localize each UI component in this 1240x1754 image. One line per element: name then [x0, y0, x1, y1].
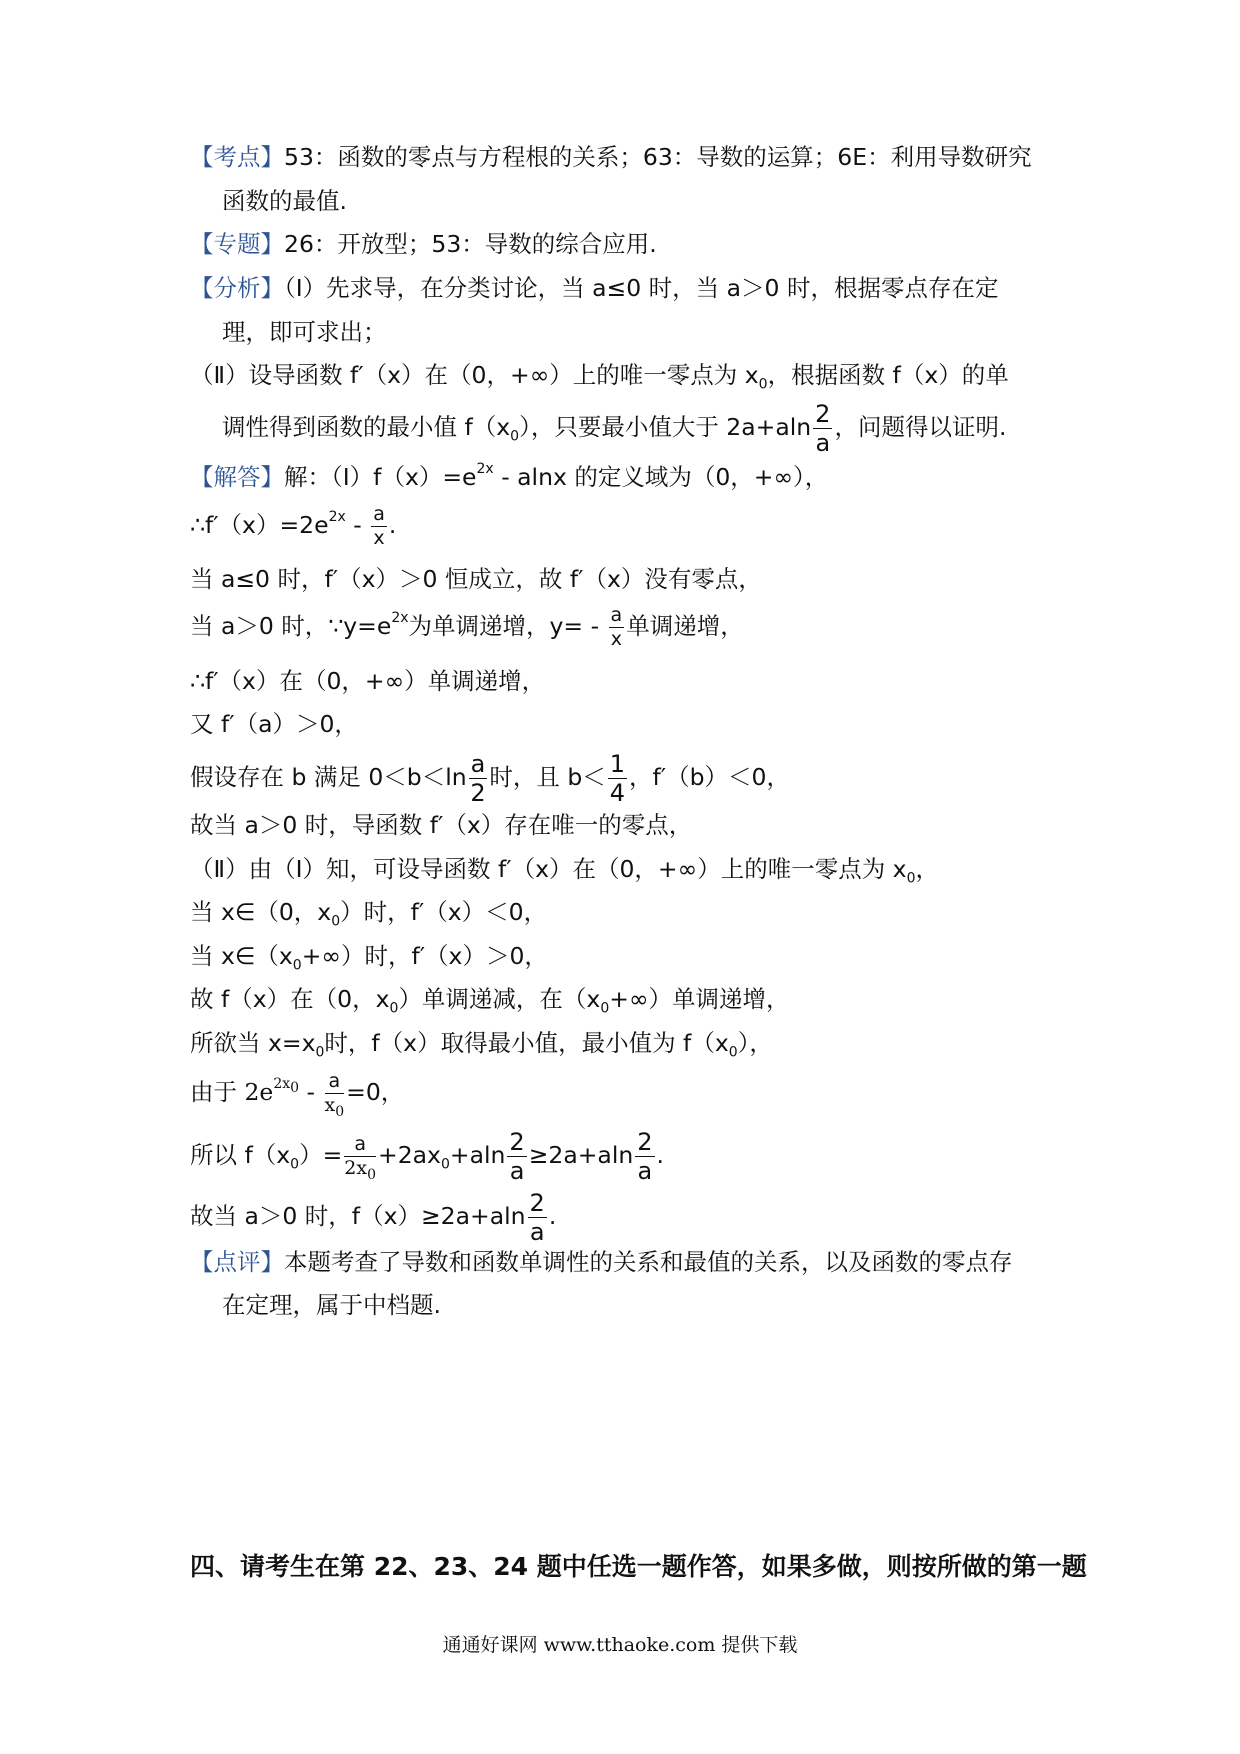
fraction-numerator: 2: [815, 400, 831, 428]
math-seg: 2e: [244, 1078, 274, 1106]
fraction-denominator: a: [529, 1218, 545, 1246]
monotone-intervals-line: [190, 982, 790, 1016]
text-seg: 假设存在 b 满足 0＜b＜ln: [190, 763, 467, 791]
fraction: [635, 1130, 654, 1183]
subscript: 0: [315, 1044, 325, 1061]
text-seg: +∞）时，f′（x）＞0，: [301, 942, 548, 970]
text-seg: =0，: [346, 1078, 405, 1106]
text-seg: ，: [915, 855, 939, 883]
fraction-denominator: a: [509, 1157, 525, 1185]
fraction: [344, 1133, 377, 1183]
text-seg: 当 x∈（0，x: [190, 898, 332, 926]
text-seg: .: [656, 1141, 665, 1169]
fraction-denominator: [324, 1094, 345, 1120]
text-seg: 由于: [190, 1078, 245, 1106]
text-seg: ）单调递减，在（x: [398, 985, 601, 1013]
superscript: 2x: [391, 610, 409, 627]
text-seg: .: [388, 511, 397, 539]
fraction: [813, 402, 832, 455]
interval-right-line: [190, 939, 548, 973]
derivative-line: [190, 505, 396, 548]
unique-zero-line: [190, 808, 692, 842]
text-seg: 所欲当 x=x: [190, 1029, 316, 1057]
text-seg: ∴f′（x）=2e: [190, 511, 329, 539]
subscript: 0: [906, 870, 916, 887]
fraction-numerator: 2: [509, 1128, 525, 1156]
page-footer: 通通好课网 www.tthaoke.com 提供下载: [442, 1634, 798, 1656]
text-seg: - alnx 的定义域为（0，+∞），: [493, 463, 829, 491]
text-seg: 所以 f（x: [190, 1141, 291, 1169]
subscript: 0: [389, 1000, 399, 1017]
fraction-denominator: x: [373, 527, 385, 549]
fraction-denominator: [344, 1157, 377, 1183]
subscript: 0: [440, 1156, 450, 1173]
text-seg: ），只要最小值大于 2a+aln: [519, 413, 812, 441]
fa-positive-line: [190, 707, 358, 741]
subscript: 0: [367, 1166, 377, 1183]
superscript: 2x: [476, 461, 494, 478]
section-heading: 四、请考生在第 22、23、24 题中任选一题作答，如果多做，则按所做的第一题: [190, 1552, 1087, 1581]
text-seg: 故当 a＞0 时，导函数 f′（x）存在唯一的零点，: [190, 811, 693, 839]
text-seg: 当 a≤0 时，f′（x）＞0 恒成立，故 f′（x）没有零点，: [190, 565, 762, 593]
text-seg: .: [548, 1202, 557, 1230]
text-seg: +2ax: [378, 1141, 441, 1169]
subscript: 0: [758, 376, 768, 393]
kaodian-text: 53：函数的零点与方程根的关系；63：导数的运算；6E：利用导数研究: [284, 143, 1032, 171]
text-seg: 当 x∈（x: [190, 942, 293, 970]
fraction: [371, 505, 387, 548]
dianping-line: [190, 1245, 1013, 1279]
subscript: 0: [728, 1044, 738, 1061]
text-seg: 故当 a＞0 时，f（x）≥2a+aln: [190, 1202, 526, 1230]
fraction-denominator: 2: [470, 779, 486, 807]
fraction-numerator: a: [610, 604, 623, 626]
zhuanti-tag: 【专题】: [190, 230, 284, 258]
monotone-line: [190, 664, 545, 698]
text-seg: ），: [737, 1029, 773, 1057]
fraction: [609, 606, 625, 649]
text-seg: -: [345, 511, 370, 539]
fraction-denominator: 4: [609, 779, 626, 807]
fraction: [608, 752, 627, 805]
kaodian-tag: 【考点】: [190, 143, 284, 171]
dianping-text-cont: 在定理，属于中档题.: [222, 1291, 441, 1319]
fraction: [469, 752, 488, 805]
fenxi-line-cont: [222, 315, 387, 349]
fraction-numerator: 2: [529, 1189, 545, 1217]
fraction-numerator: 2: [637, 1128, 653, 1156]
text-seg: 时，且 b＜: [489, 763, 606, 791]
fraction-denominator-text: 2x: [344, 1157, 368, 1179]
fraction-denominator: x: [610, 628, 622, 650]
subscript: 0: [290, 1079, 300, 1096]
fenxi-part2-text-b: ，根据函数 f（x）的单: [767, 361, 1009, 389]
text-seg: ，f′（b）＜0，: [629, 763, 790, 791]
text-seg: +∞）单调递增，: [609, 985, 790, 1013]
assume-b-line: [190, 752, 790, 805]
dianping-tag: 【点评】: [190, 1248, 284, 1276]
fenxi-part2-line: [190, 358, 1009, 392]
text-seg: -: [299, 1078, 323, 1106]
superscript-text: 2x: [273, 1076, 291, 1093]
fraction: [507, 1130, 526, 1183]
text-seg: ∴f′（x）在（0，+∞）单调递增，: [190, 667, 546, 695]
subscript: 0: [600, 1000, 610, 1017]
interval-left-line: [190, 895, 547, 929]
text-seg: 解：（Ⅰ）f（x）=e: [284, 463, 477, 491]
text-seg: 当 a＞0 时，∵y=e: [190, 612, 392, 640]
kaodian-text-cont: 函数的最值.: [222, 187, 347, 215]
case-a-gt0-line: [190, 606, 744, 649]
kaodian-line: [190, 140, 1032, 174]
kaodian-line-cont: [222, 184, 347, 218]
fenxi-tag: 【分析】: [190, 274, 284, 302]
fenxi-line: [190, 271, 998, 305]
text-seg: 又 f′（a）＞0，: [190, 710, 358, 738]
fraction-numerator: 1: [609, 750, 626, 778]
fraction-denominator-text: x: [324, 1094, 336, 1116]
fraction-numerator: a: [344, 1135, 376, 1157]
fraction: [324, 1070, 345, 1120]
fraction-numerator: a: [470, 750, 486, 778]
zhuanti-line: [190, 227, 657, 261]
superscript: [273, 1076, 300, 1096]
dianping-text: 本题考查了导数和函数单调性的关系和最值的关系，以及函数的零点存: [284, 1248, 1013, 1276]
text-seg: ，问题得以证明.: [834, 413, 1007, 441]
subscript: 0: [292, 957, 302, 974]
text-seg: 单调递增，: [626, 612, 744, 640]
jieda-line: [190, 460, 828, 494]
dianping-line-cont: [222, 1288, 441, 1322]
fraction-denominator: a: [815, 429, 831, 457]
text-seg: 时，f（x）取得最小值，最小值为 f（x: [324, 1029, 729, 1057]
text-seg: 故 f（x）在（0，x: [190, 985, 390, 1013]
superscript: 2x: [328, 509, 346, 526]
since-line: [190, 1070, 405, 1120]
conclusion-line: [190, 1191, 556, 1244]
subscript: 0: [331, 913, 341, 930]
text-seg: （Ⅱ）由（Ⅰ）知，可设导函数 f′（x）在（0，+∞）上的唯一零点为 x: [190, 855, 907, 883]
jieda-tag: 【解答】: [190, 463, 284, 491]
text-seg: ）时，f′（x）＜0，: [340, 898, 548, 926]
fraction: [528, 1191, 547, 1244]
case-a-le0-line: [190, 562, 762, 596]
fraction-numerator: a: [325, 1072, 345, 1094]
text-seg: +aln: [449, 1141, 506, 1169]
fenxi-text: （Ⅰ）先求导，在分类讨论，当 a≤0 时，当 a＞0 时，根据零点存在定: [284, 274, 999, 302]
therefore-fx0-line: [190, 1130, 664, 1183]
zhuanti-text: 26：开放型；53：导数的综合应用.: [284, 230, 657, 258]
text-seg: 调性得到函数的最小值 f（x: [222, 413, 511, 441]
subscript: 0: [335, 1103, 345, 1120]
text-seg: ）=: [299, 1141, 343, 1169]
part2-line: [190, 852, 939, 886]
text-seg: ≥2a+aln: [528, 1141, 634, 1169]
fenxi-part2-text: （Ⅱ）设导函数 f′（x）在（0，+∞）上的唯一零点为 x: [190, 361, 759, 389]
fenxi-text-cont: 理，即可求出；: [222, 318, 387, 346]
minimum-line: [190, 1026, 773, 1060]
subscript: 0: [510, 428, 520, 445]
subscript: 0: [290, 1156, 300, 1173]
text-seg: 为单调递增，y= -: [408, 612, 607, 640]
fraction-denominator: a: [637, 1157, 653, 1185]
fraction-numerator: a: [373, 503, 385, 525]
fenxi-part2-line-cont: [222, 402, 1006, 455]
